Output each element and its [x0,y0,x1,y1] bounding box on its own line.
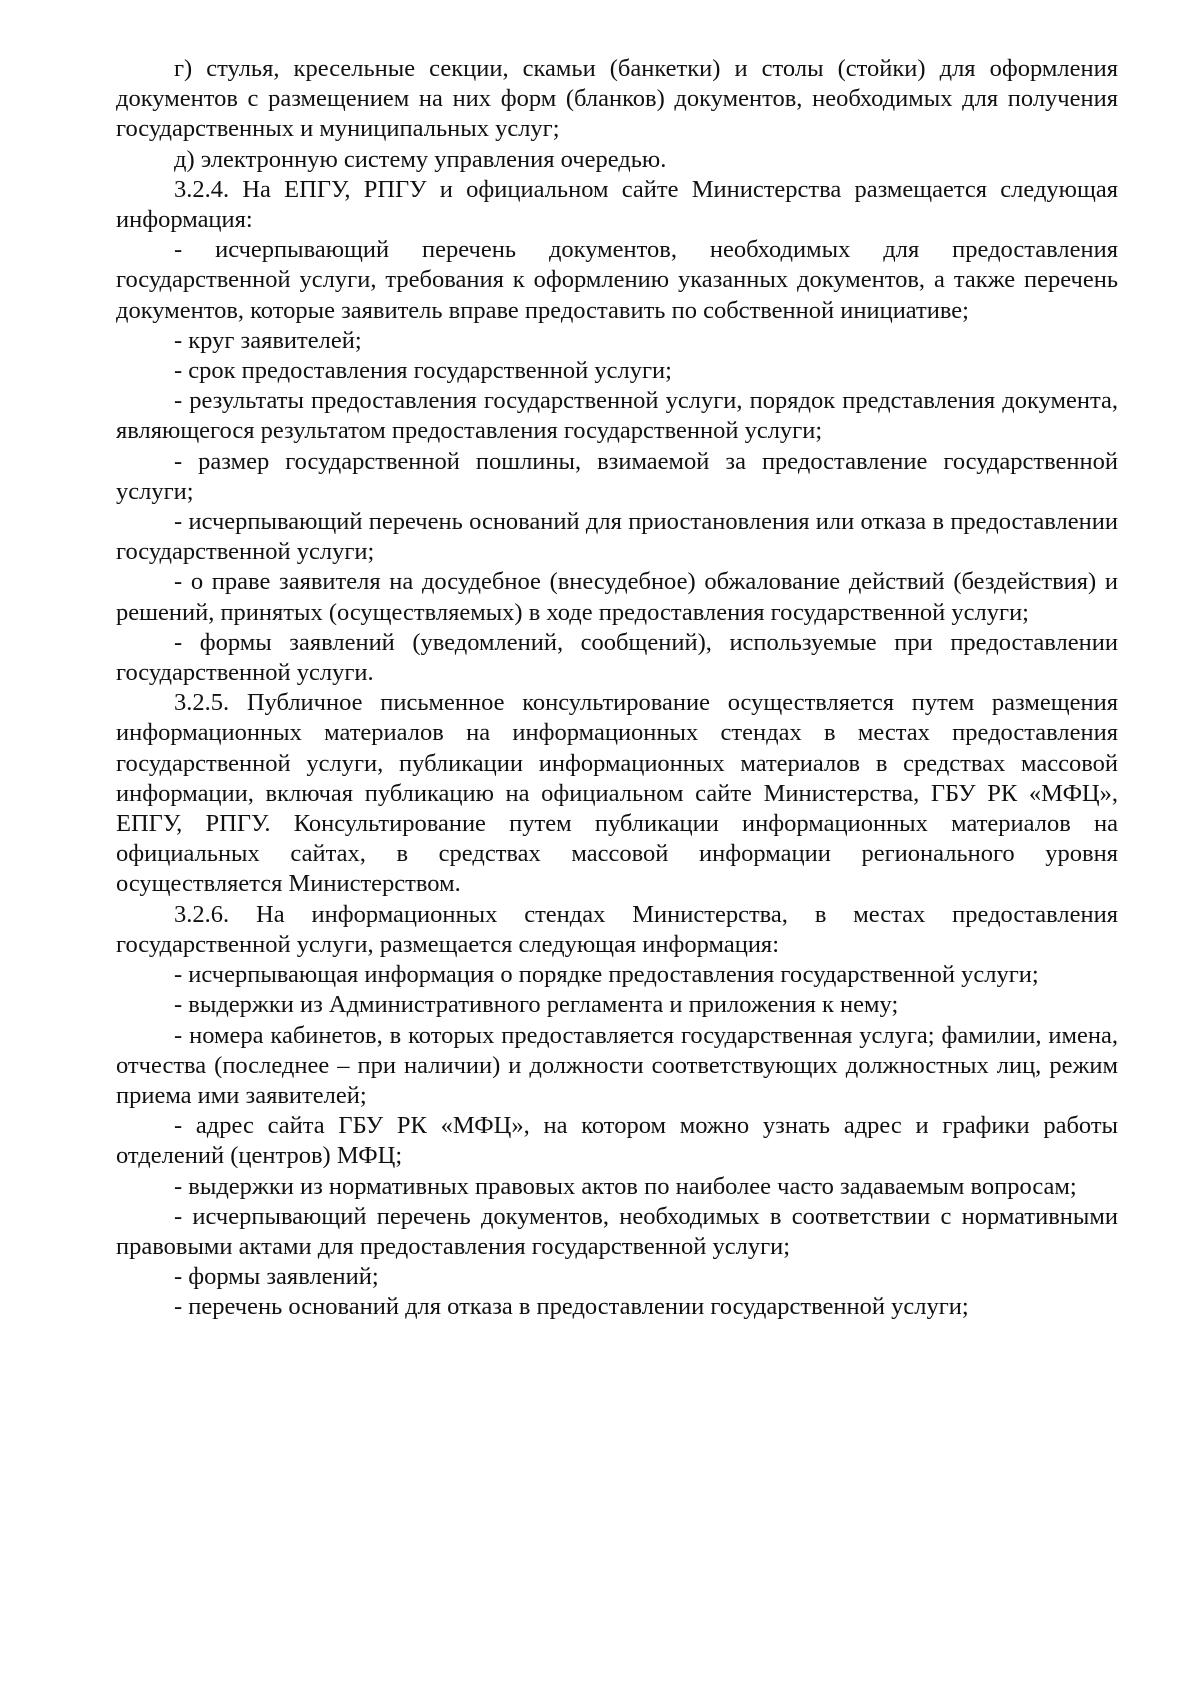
list-item-application-forms: - формы заявлений; [174,1263,379,1291]
list-item-forms: - формы заявлений (уведомлений, сообщений), используемые при предоставлении государственной услуги. [116,628,1118,687]
paragraph-chairs: г) стулья, кресельные секции, скамьи (банкетки) и столы (стойки) для оформления документов с размещением на них форм (бланков) документов, необходимых для получения государственных и муниципальных услуг; [116,55,1118,143]
list-item-documents: - исчерпывающий перечень документов, необходимых для предоставления государственной услуги, требования к оформлению указанных документов, а также перечень документов, которые заявитель вправе предоставить по собственной инициативе; [116,236,1118,324]
paragraph-3-2-4: 3.2.4. На ЕПГУ, РПГУ и официальном сайте Министерства размещается следующая информация: [116,175,1118,234]
list-item-required-documents: - исчерпывающий перечень документов, необходимых в соответствии с нормативными правовыми актами для предоставления государственной услуги; [116,1202,1118,1260]
list-item-regulation-extracts: - выдержки из Административного регламента и приложения к нему; [174,991,899,1019]
list-item-fee: - размер государственной пошлины, взимаемой за предоставление государственной услуги; [116,447,1118,505]
list-item-refusal-list: - перечень оснований для отказа в предоставлении государственной услуги; [174,1293,969,1321]
list-item-procedure-info: - исчерпывающая информация о порядке предоставления государственной услуги; [174,961,1039,989]
list-item-mfc-site: - адрес сайта ГБУ РК «МФЦ», на котором можно узнать адрес и графики работы отделений (центров) МФЦ; [116,1112,1118,1170]
paragraph-queue-system: д) электронную систему управления очередью. [174,145,667,173]
list-item-term: - срок предоставления государственной услуги; [174,357,672,385]
list-item-legal-extracts: - выдержки из нормативных правовых актов по наиболее часто задаваемым вопросам; [174,1172,1077,1200]
list-item-applicants: - круг заявителей; [174,326,362,354]
list-item-refusal-grounds: - исчерпывающий перечень оснований для приостановления или отказа в предоставлении государственной услуги; [116,508,1118,566]
paragraph-3-2-5: 3.2.5. Публичное письменное консультирование осуществляется путем размещения информационных материалов на информационных стендах в местах предоставления государственной услуги, публикации информационных материалов в средствах массовой информации, включая публикацию на официальном сайте Министерства, ГБУ РК «МФЦ», ЕПГУ, РПГУ. Консультирование путем публикации информационных материалов на официальных сайтах, в средствах массовой информации регионального уровня осуществляется Министерством. [116,689,1118,898]
list-item-results: - результаты предоставления государственной услуги, порядок представления документа, являющегося результатом предоставления государственной услуги; [116,387,1118,445]
paragraph-3-2-6: 3.2.6. На информационных стендах Министерства, в местах предоставления государственной услуги, размещается следующая информация: [116,900,1118,958]
list-item-offices: - номера кабинетов, в которых предоставляется государственная услуга; фамилии, имена, отчества (последнее – при наличии) и должности соответствующих должностных лиц, режим приема ими заявителей; [116,1021,1118,1109]
document-page [116,54,1118,1323]
list-item-appeal-right: - о праве заявителя на досудебное (внесудебное) обжалование действий (бездействия) и решений, принятых (осуществляемых) в ходе предоставления государственной услуги; [116,568,1118,626]
